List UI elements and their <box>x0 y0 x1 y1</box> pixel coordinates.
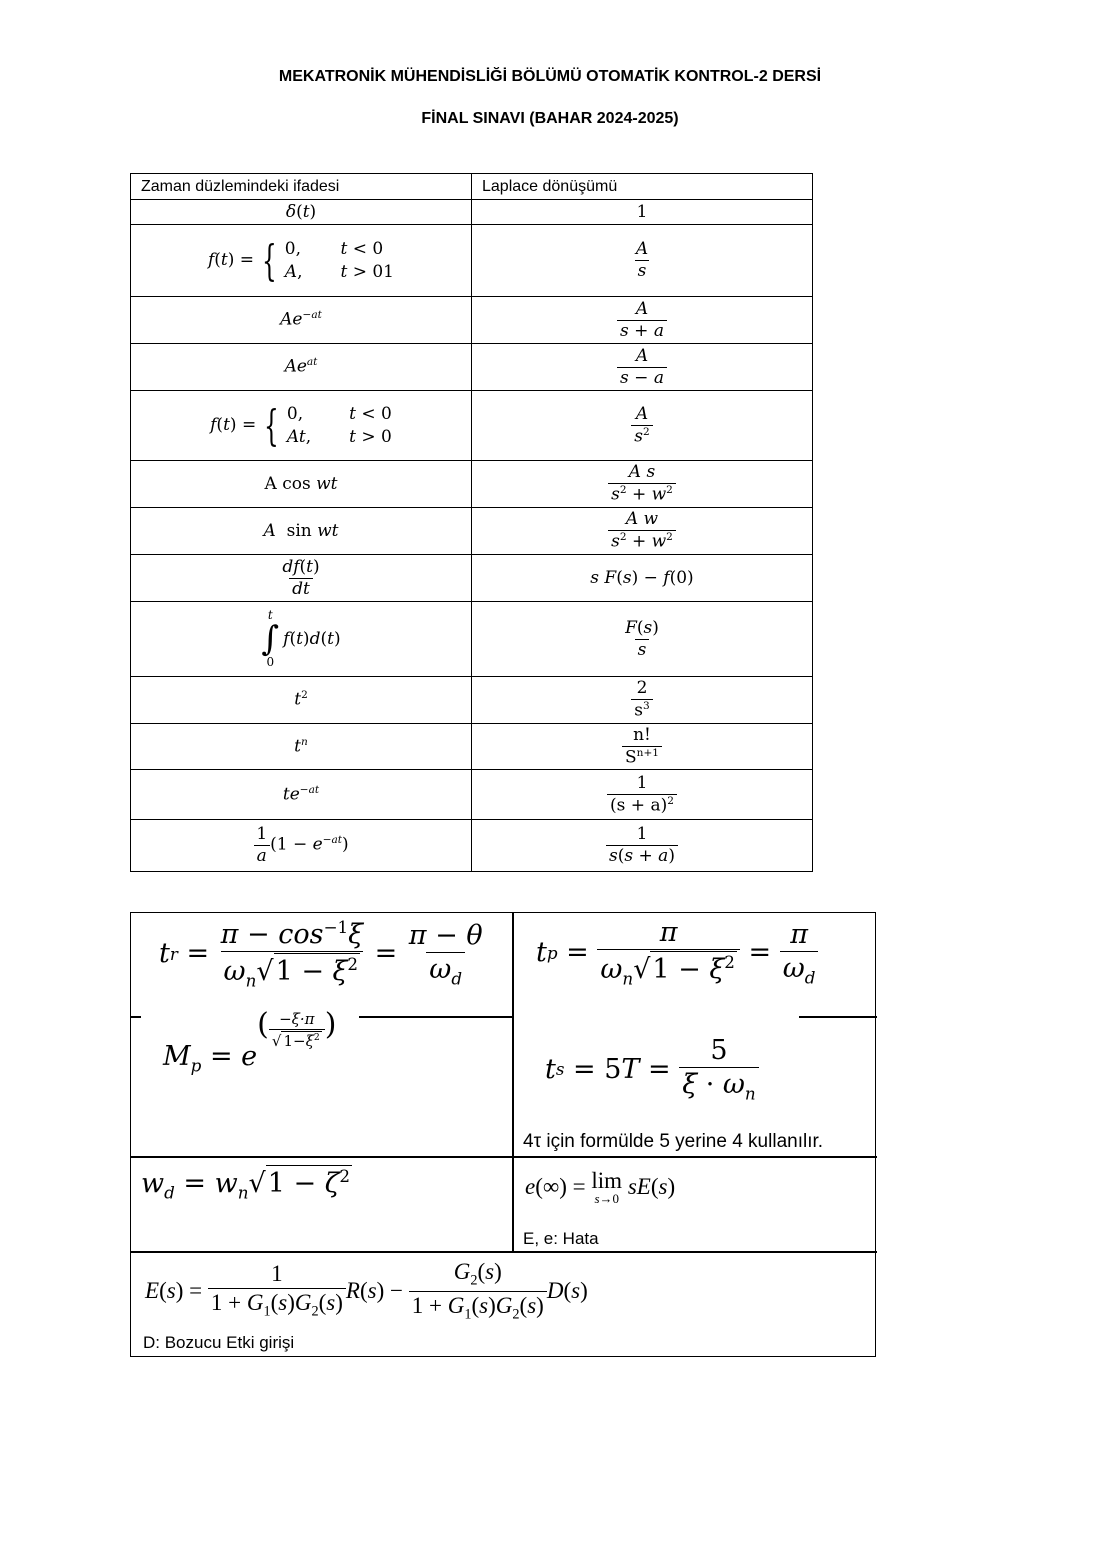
laplace-impulse: 1 <box>472 200 813 225</box>
time-ramp: f ( t ) = { 0, t < 0 At, t > 0 <box>131 391 472 461</box>
laplace-integral: $\frac{F(s)}{s}$ <box>472 602 813 677</box>
table-row <box>131 461 813 508</box>
settling-time-note: 4τ için formülde 5 yerine 4 kullanılır. <box>523 1131 824 1152</box>
table-row <box>131 770 813 820</box>
table-row <box>131 602 813 677</box>
time-t-n: $t^n$ <box>131 724 472 770</box>
table-row <box>131 555 813 602</box>
laplace-sin: $\frac{\text{A w}}{s^2 + w^2}$ <box>472 508 813 555</box>
laplace-t-n: $\frac{n!}{S^{n+1}}$ <box>472 724 813 770</box>
rise-time-formula: t r = $\pi - \cos^{-1}\xi$ $\omega_n$ √ $1 - \xi^2$ = $\frac{\pi - \theta}{\omega_d}$ <box>159 917 483 991</box>
laplace-table <box>130 173 813 872</box>
table-row <box>131 820 813 872</box>
formula-box <box>130 912 876 1357</box>
table-row <box>131 225 813 297</box>
steady-state-error-formula: e (∞) = lim s→0 sE ( s ) <box>525 1168 676 1206</box>
table-row <box>131 297 813 344</box>
time-derivative: $\frac{df(t)}{dt}$ <box>131 555 472 602</box>
laplace-exp-neg: $\frac{A}{s + a}$ <box>472 297 813 344</box>
table-row <box>131 508 813 555</box>
table-header-row <box>131 174 813 200</box>
time-impulse: δ(t) <box>131 200 472 225</box>
table-row <box>131 724 813 770</box>
error-disturbance-formula: E ( s ) = $\frac{1}{1 + G_1(s)G_2(s)}$ R ( s ) − $\frac{G_2(s)}{1 + G_1(s)G_2(s)}$ D ( s ) <box>145 1259 588 1323</box>
laplace-t-exp: $\frac{1}{(s + a)^2}$ <box>472 770 813 820</box>
error-note: E, e: Hata <box>523 1229 599 1248</box>
header-time-domain: Zaman düzlemindeki ifadesi <box>131 174 472 200</box>
header-laplace: Laplace dönüşümü <box>472 174 813 200</box>
table-row <box>131 200 813 225</box>
laplace-cos: $\frac{\text{A s}}{s^2 + w^2}$ <box>472 461 813 508</box>
laplace-derivative: s F(s) − f(0) <box>472 555 813 602</box>
laplace-t-squared: $\frac{2}{s^3}$ <box>472 677 813 724</box>
laplace-ramp: $\frac{A}{s^2}$ <box>472 391 813 461</box>
table-row <box>131 344 813 391</box>
time-sin: A sin wt <box>131 508 472 555</box>
time-step: f ( t ) = { 0, t < 0 A, t > 01 <box>131 225 472 297</box>
exam-title-line-1: MEKATRONİK MÜHENDİSLİĞİ BÖLÜMÜ OTOMATİK KONTROL-2 DERSİ <box>278 68 822 85</box>
exam-title-line-2: FİNAL SINAVI (BAHAR 2024-2025) <box>421 110 679 127</box>
damped-frequency-formula: $w_d = w_n$ √ $1 - \zeta^2$ <box>141 1166 351 1203</box>
time-t-exp: $te^{-at}$ <box>131 770 472 820</box>
time-exp-pos: $Ae^{at}$ <box>131 344 472 391</box>
settling-time-formula: t s = 5 T = $\frac{5}{\xi \cdot \omega_n}$ <box>545 1035 759 1103</box>
overshoot-formula: $M_p = e$( −ξ·π √ $1-\xi^2$ ) <box>163 1007 337 1076</box>
time-one-minus-exp: $\frac{1}{a}$ $(1 - e^{-at})$ <box>131 820 472 872</box>
time-integral: t ∫ 0 f ( t ) d ( t ) <box>131 602 472 677</box>
disturbance-note: D: Bozucu Etki girişi <box>143 1333 295 1352</box>
laplace-step: $\frac{A}{s}$ <box>472 225 813 297</box>
time-t-squared: $t^2$ <box>131 677 472 724</box>
table-row <box>131 677 813 724</box>
time-exp-neg: $Ae^{-at}$ <box>131 297 472 344</box>
peak-time-formula: t p = π $\omega_n$ √ $1 - \xi^2$ = $\frac{\pi}{\omega_d}$ <box>536 917 818 988</box>
time-cos: A cos wt <box>131 461 472 508</box>
laplace-exp-pos: $\frac{A}{s - a}$ <box>472 344 813 391</box>
laplace-one-minus-exp: $\frac{1}{s(s + a)}$ <box>472 820 813 872</box>
table-row <box>131 391 813 461</box>
